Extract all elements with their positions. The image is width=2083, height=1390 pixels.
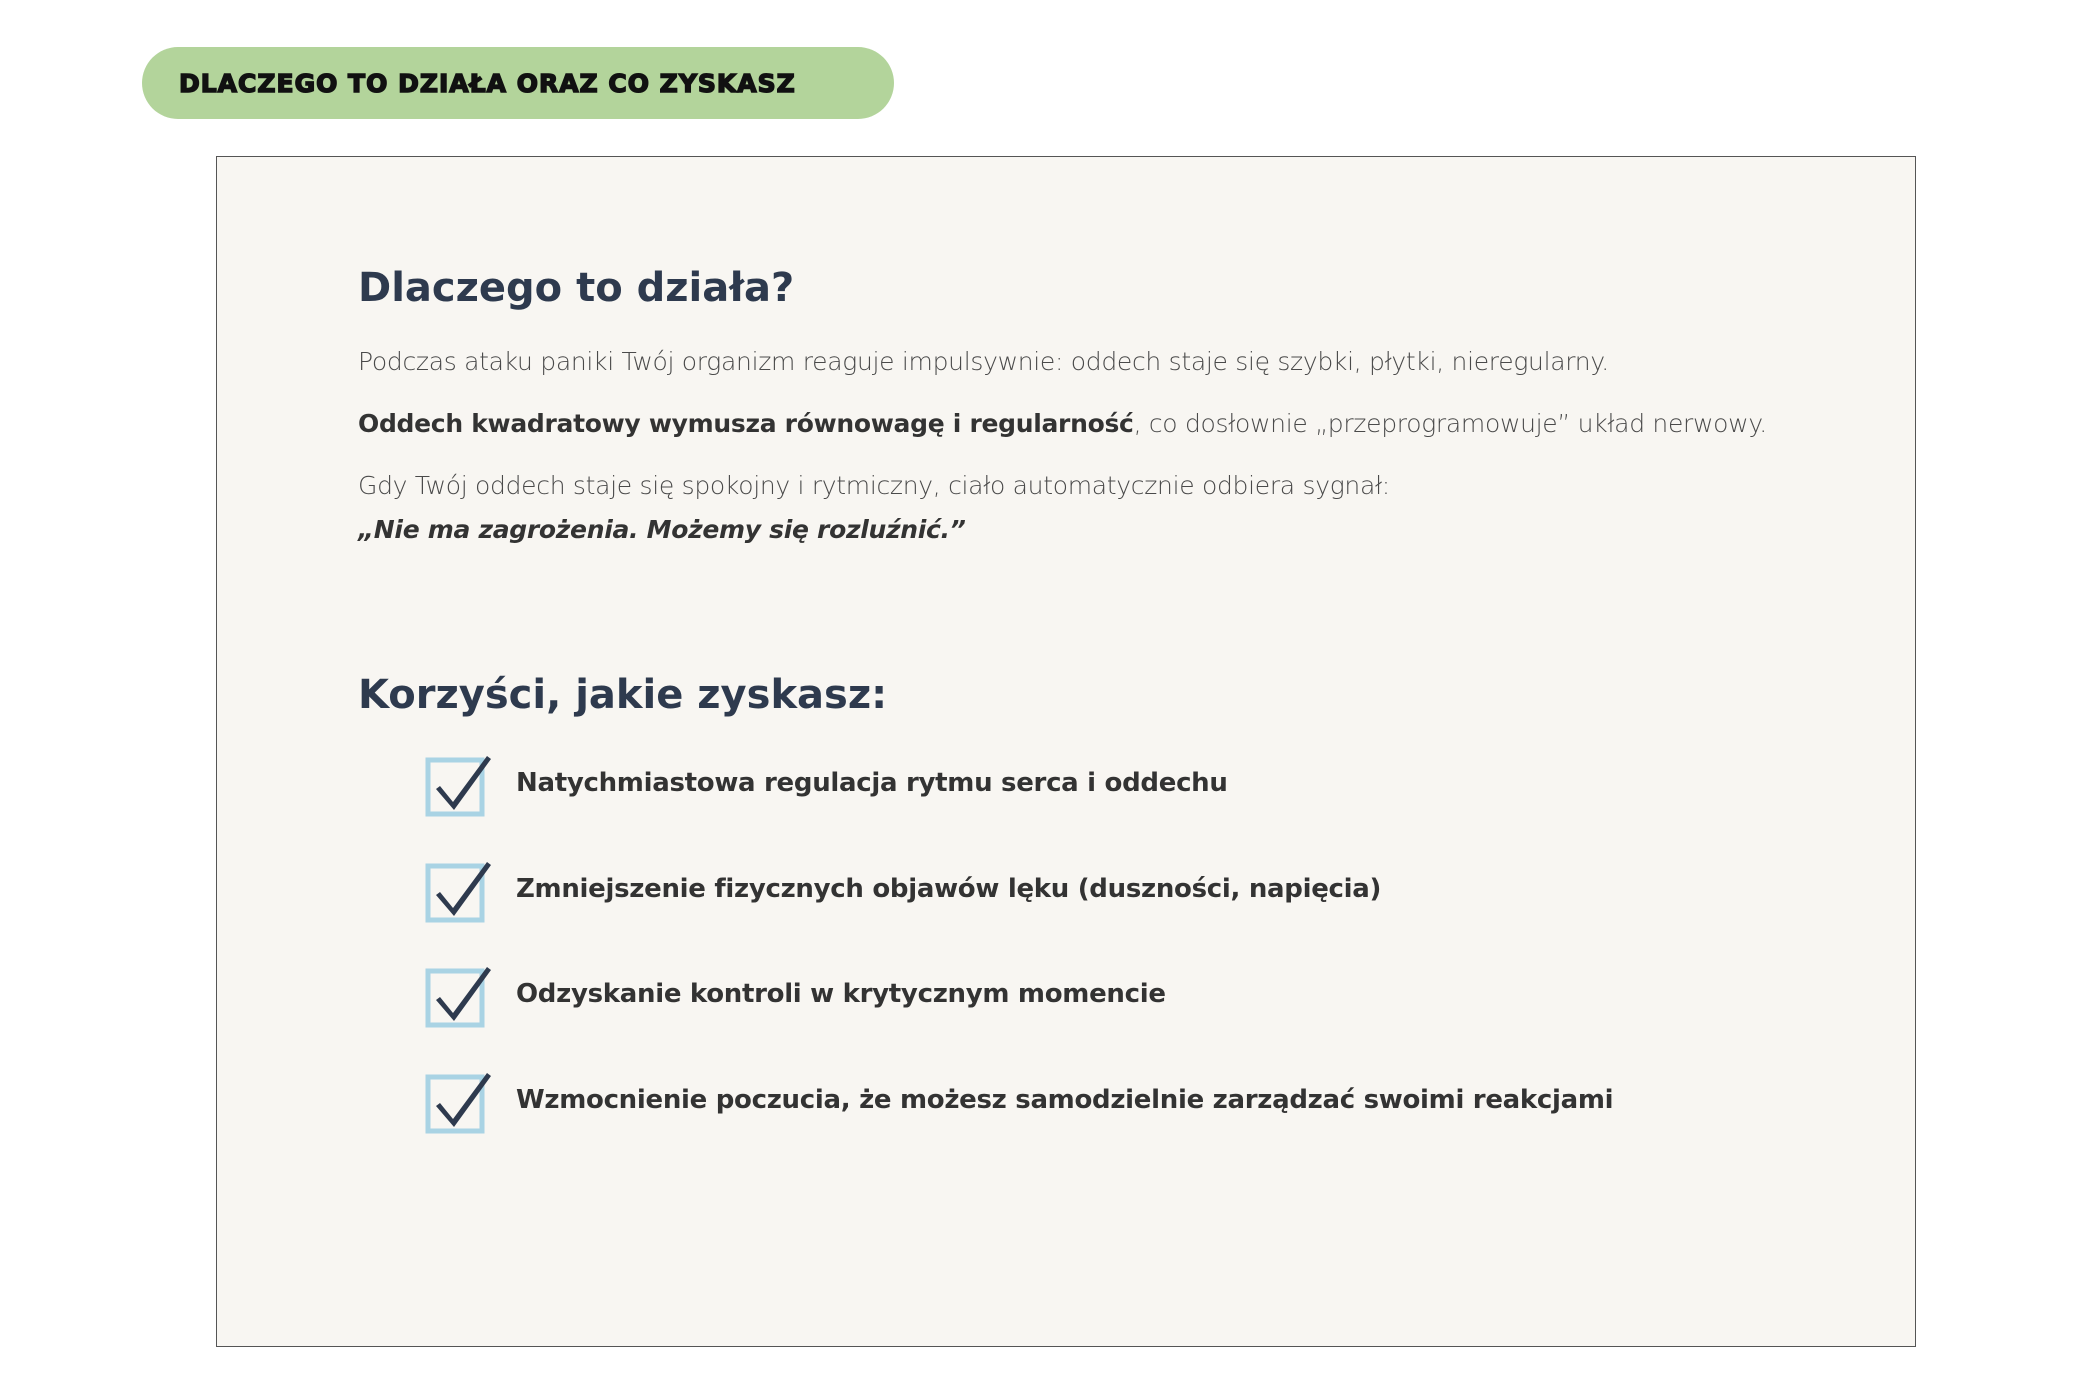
why-paragraph-2-emphasis: Oddech kwadratowy wymusza równowagę i regularność	[358, 409, 1134, 438]
why-paragraph-2	[358, 409, 1767, 438]
checkbox-checked-icon	[424, 858, 494, 928]
content-card	[216, 156, 1916, 1347]
benefit-label: Natychmiastowa regulacja rytmu serca i oddechu	[516, 768, 1228, 798]
checkbox-checked-icon	[424, 963, 494, 1033]
benefit-label: Wzmocnienie poczucia, że możesz samodzielnie zarządzać swoimi reakcjami	[516, 1084, 1614, 1115]
why-paragraph-3: Gdy Twój oddech staje się spokojny i rytmiczny, ciało automatycznie odbiera sygnał:	[358, 471, 1390, 500]
benefit-label: Zmniejszenie fizycznych objawów lęku (duszności, napięcia)	[516, 873, 1382, 904]
section-badge-label: DLACZEGO TO DZIAŁA ORAZ CO ZYSKASZ	[179, 68, 796, 98]
checkbox-checked-icon	[424, 752, 494, 822]
section-badge	[142, 47, 894, 119]
why-quote: „Nie ma zagrożenia. Możemy się rozluźnić.”	[358, 515, 966, 544]
checkbox-checked-icon	[424, 1069, 494, 1139]
why-paragraph-2-rest: , co dosłownie „przeprogramowuje” układ nerwowy.	[1133, 409, 1767, 438]
benefit-label: Odzyskanie kontroli w krytycznym momencie	[516, 979, 1166, 1009]
benefits-title: Korzyści, jakie zyskasz:	[358, 672, 888, 718]
why-title: Dlaczego to działa?	[358, 265, 795, 311]
why-paragraph-1: Podczas ataku paniki Twój organizm reaguje impulsywnie: oddech staje się szybki, płytki, nieregularny.	[358, 347, 1609, 376]
